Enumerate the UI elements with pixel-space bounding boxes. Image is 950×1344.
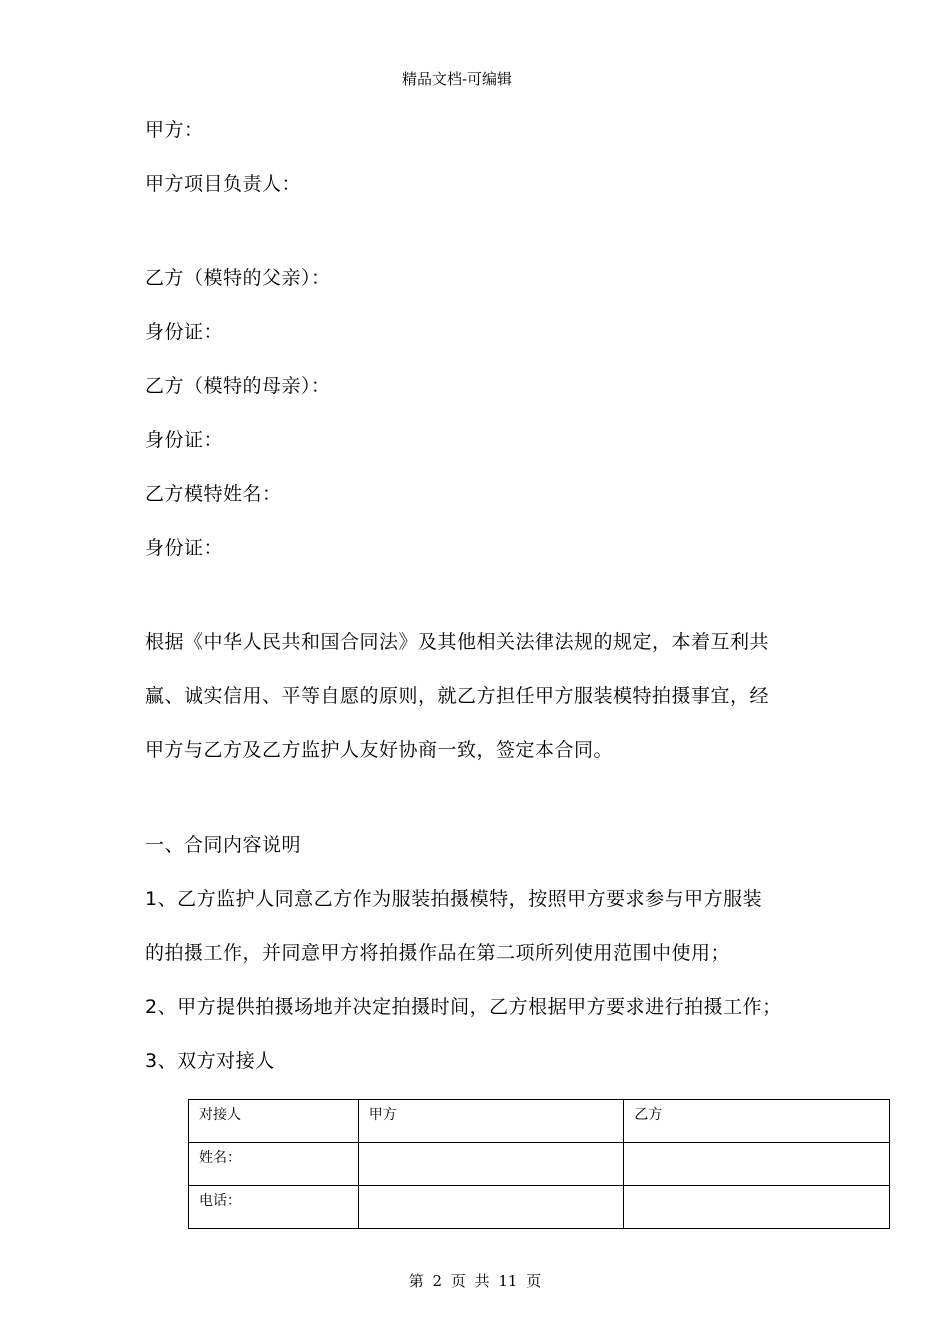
model-id-label: 身份证： bbox=[145, 537, 224, 559]
page-header: 精品文档-可编辑 bbox=[401, 70, 513, 88]
intro-paragraph-line-2: 赢、诚实信用、平等自愿的原则，就乙方担任甲方服装模特拍摄事宜，经 bbox=[145, 685, 770, 707]
model-name-label: 乙方模特姓名： bbox=[145, 483, 282, 505]
intro-paragraph-line-3: 甲方与乙方及乙方监护人友好协商一致，签定本合同。 bbox=[145, 739, 614, 761]
party-b-father-label: 乙方（模特的父亲）： bbox=[145, 267, 331, 289]
clause-1-line-1: 1、乙方监护人同意乙方作为服装拍摄模特，按照甲方要求参与甲方服装 bbox=[145, 888, 763, 910]
table-cell: 电话： bbox=[189, 1186, 359, 1229]
table-row bbox=[189, 1186, 890, 1229]
table-cell: 甲方 bbox=[358, 1100, 624, 1143]
clause-2: 2、甲方提供拍摄场地并决定拍摄时间，乙方根据甲方要求进行拍摄工作； bbox=[145, 996, 782, 1018]
intro-paragraph-line-1: 根据《中华人民共和国合同法》及其他相关法律法规的规定，本着互利共 bbox=[145, 631, 770, 653]
table-cell[interactable] bbox=[624, 1186, 890, 1229]
section-title: 一、合同内容说明 bbox=[145, 834, 302, 856]
party-a-manager-label: 甲方项目负责人： bbox=[145, 173, 302, 195]
clause-1-line-2: 的拍摄工作，并同意甲方将拍摄作品在第二项所列使用范围中使用； bbox=[145, 942, 731, 964]
table-cell: 姓名： bbox=[189, 1143, 359, 1186]
father-id-label: 身份证： bbox=[145, 321, 224, 343]
table-cell[interactable] bbox=[624, 1143, 890, 1186]
table-cell: 乙方 bbox=[624, 1100, 890, 1143]
clause-3: 3、双方对接人 bbox=[145, 1050, 275, 1072]
table-row bbox=[189, 1143, 890, 1186]
party-a-label: 甲方： bbox=[145, 119, 204, 141]
table-cell[interactable] bbox=[358, 1143, 624, 1186]
page-footer: 第 2 页 共 11 页 bbox=[408, 1272, 542, 1290]
contacts-table bbox=[188, 1099, 890, 1229]
table-cell[interactable] bbox=[358, 1186, 624, 1229]
party-b-mother-label: 乙方（模特的母亲）： bbox=[145, 375, 331, 397]
table-row bbox=[189, 1100, 890, 1143]
table-cell: 对接人 bbox=[189, 1100, 359, 1143]
mother-id-label: 身份证： bbox=[145, 429, 224, 451]
